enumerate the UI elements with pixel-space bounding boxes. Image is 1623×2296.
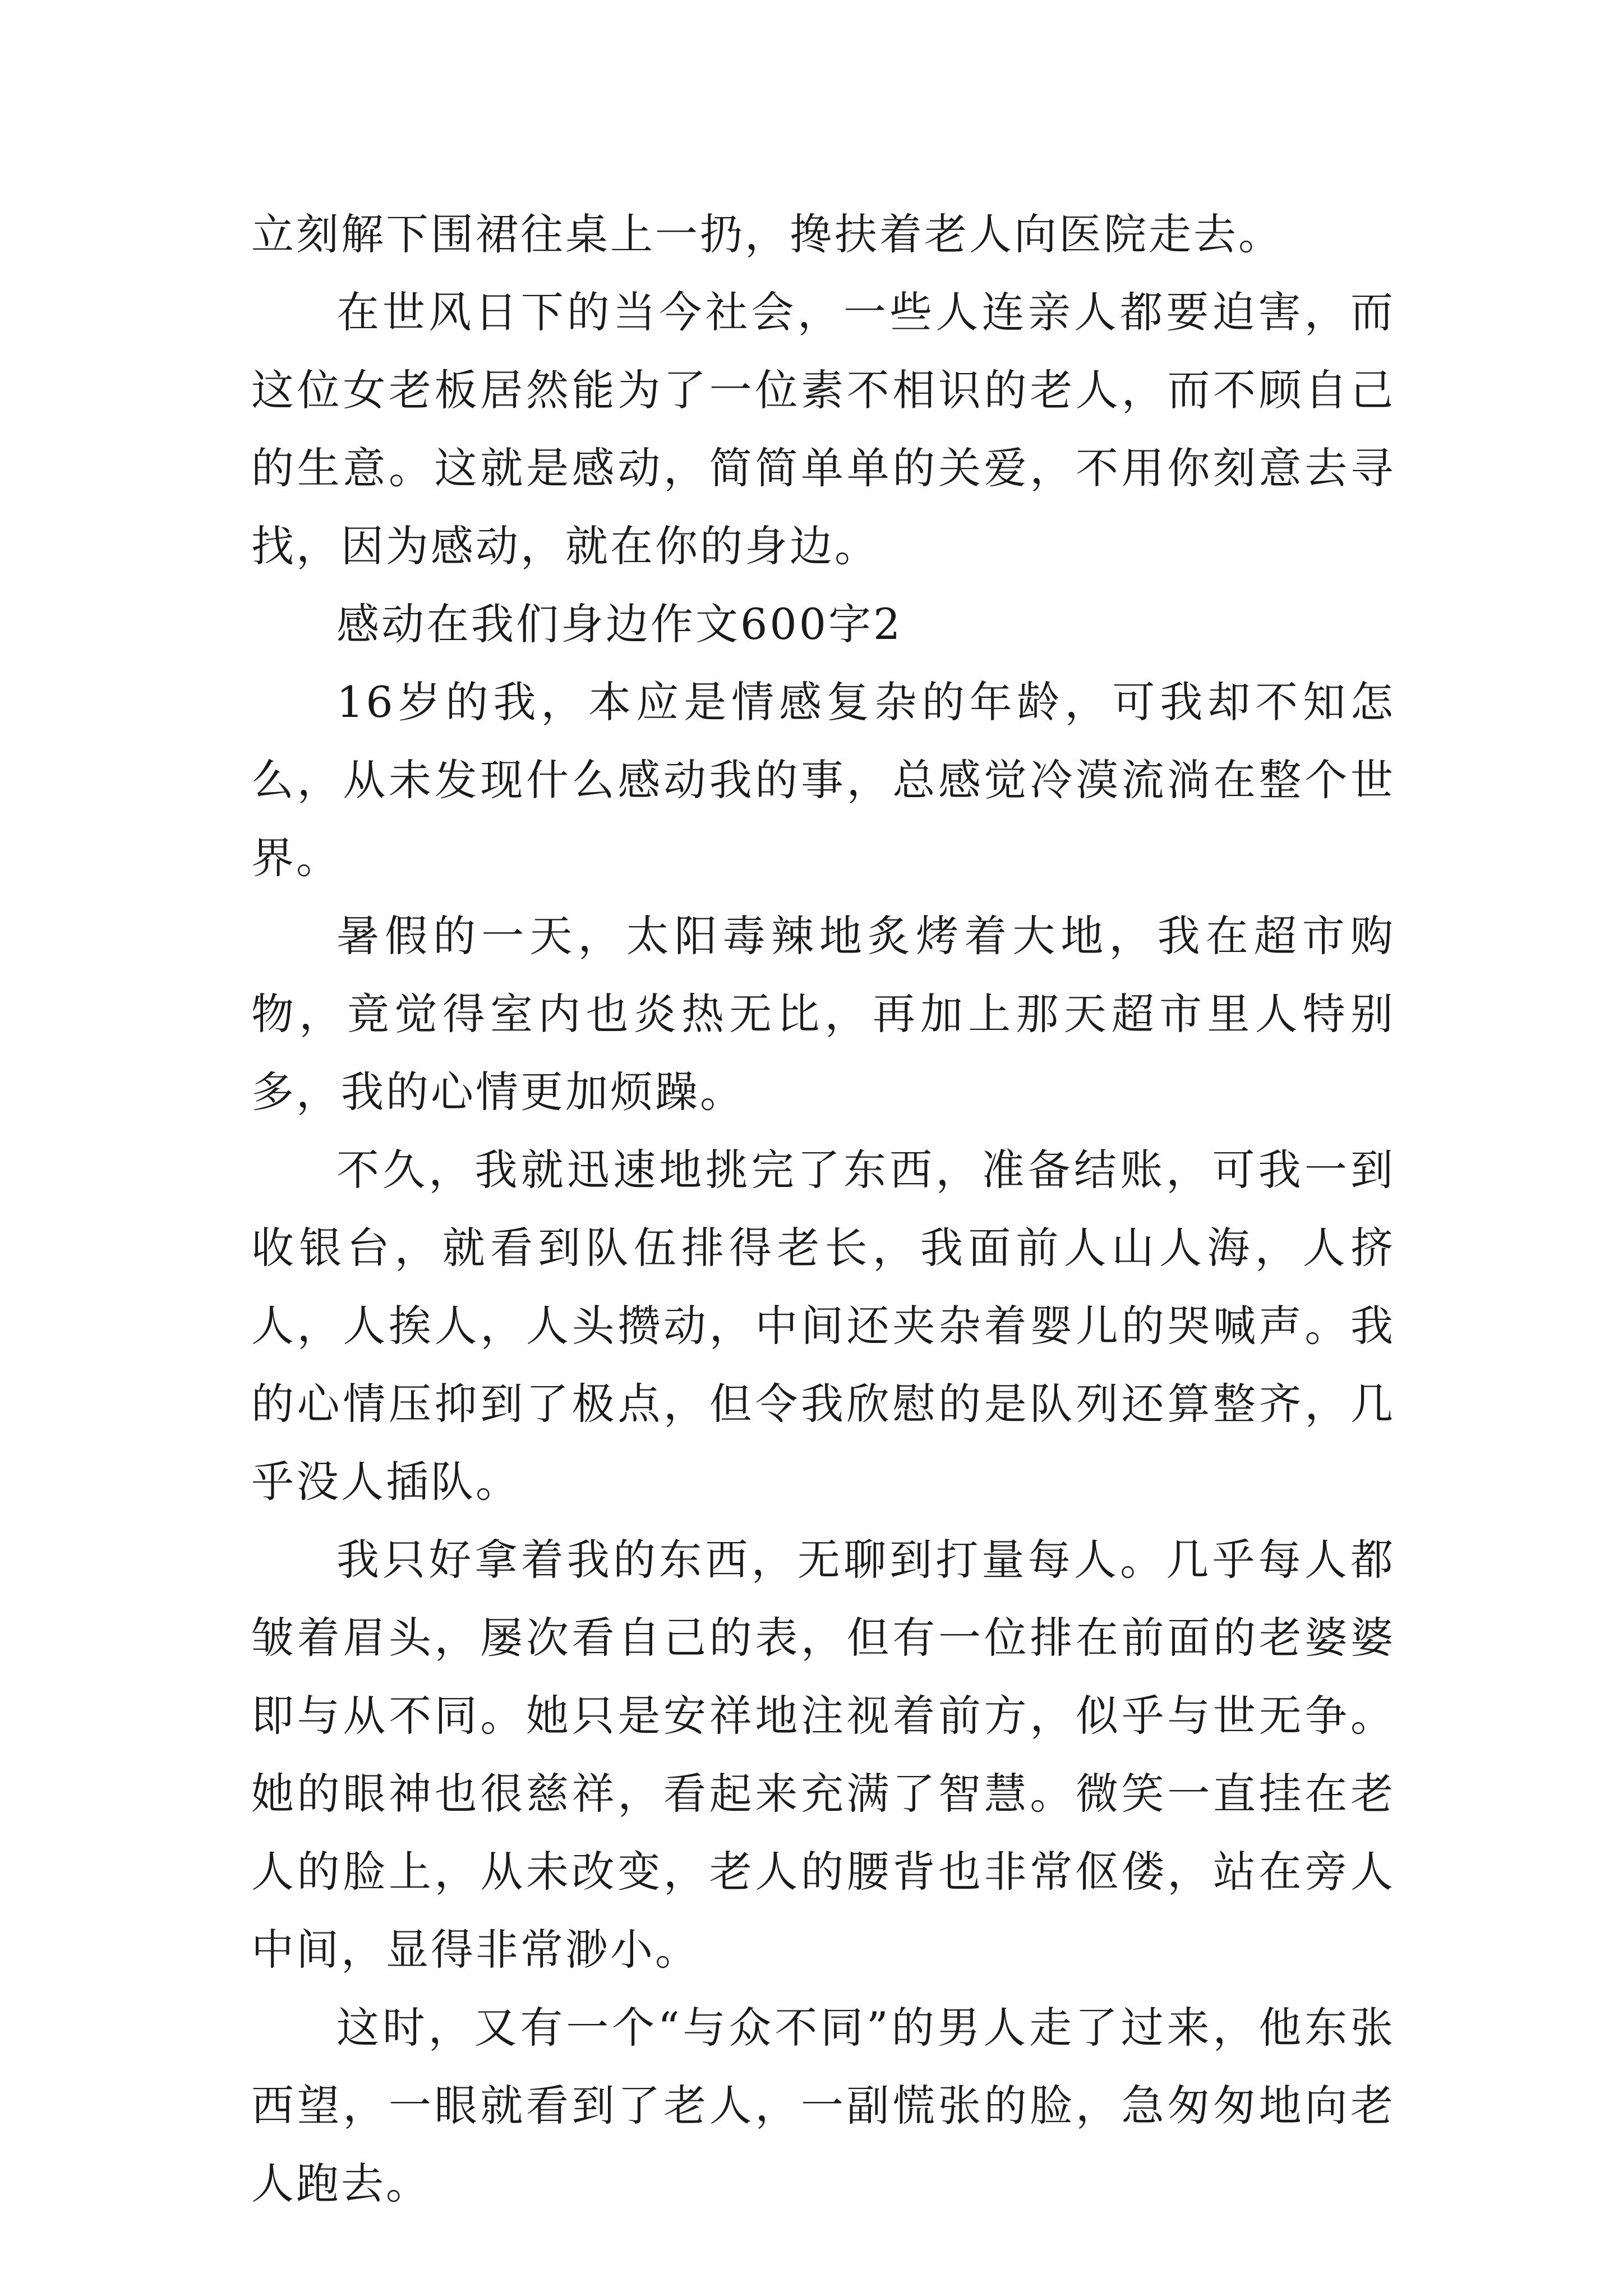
paragraph: 这时，又有一个“与众不同”的男人走了过来，他东张西望，一眼就看到了老人，一副慌张的脸，急匆匆地向老人跑去。	[251, 2003, 1395, 2208]
paragraph: 在世风日下的当今社会，一些人连亲人都要迫害，而这位女老板居然能为了一位素不相识的老人，而不顾自己的生意。这就是感动，简简单单的关爱，不用你刻意去寻找，因为感动，就在你的身边。	[251, 287, 1395, 571]
paragraph: 不久，我就迅速地挑完了东西，准备结账，可我一到收银台，就看到队伍排得老长，我面前人山人海，人挤人，人挨人，人头攒动，中间还夹杂着婴儿的哭喊声。我的心情压抑到了极点，但令我欣慰的是队列还算整齐，几乎没人插队。	[251, 1145, 1395, 1507]
paragraph: 16岁的我，本应是情感复杂的年龄，可我却不知怎么，从未发现什么感动我的事，总感觉冷漠流淌在整个世界。	[251, 677, 1395, 883]
document-body	[251, 195, 1395, 2223]
paragraph-continued: 立刻解下围裙往桌上一扔，搀扶着老人向医院走去。	[251, 209, 1283, 259]
section-heading: 感动在我们身边作文600字2	[336, 599, 903, 649]
paragraph: 我只好拿着我的东西，无聊到打量每人。几乎每人都皱着眉头，屡次看自己的表，但有一位排在前面的老婆婆即与从不同。她只是安祥地注视着前方，似乎与世无争。她的眼神也很慈祥，看起来充满了智慧。微笑一直挂在老人的脸上，从未改变，老人的腰背也非常伛偻，站在旁人中间，显得非常渺小。	[251, 1535, 1395, 1975]
paragraph: 暑假的一天，太阳毒辣地炙烤着大地，我在超市购物，竟觉得室内也炎热无比，再加上那天超市里人特别多，我的心情更加烦躁。	[251, 911, 1395, 1117]
